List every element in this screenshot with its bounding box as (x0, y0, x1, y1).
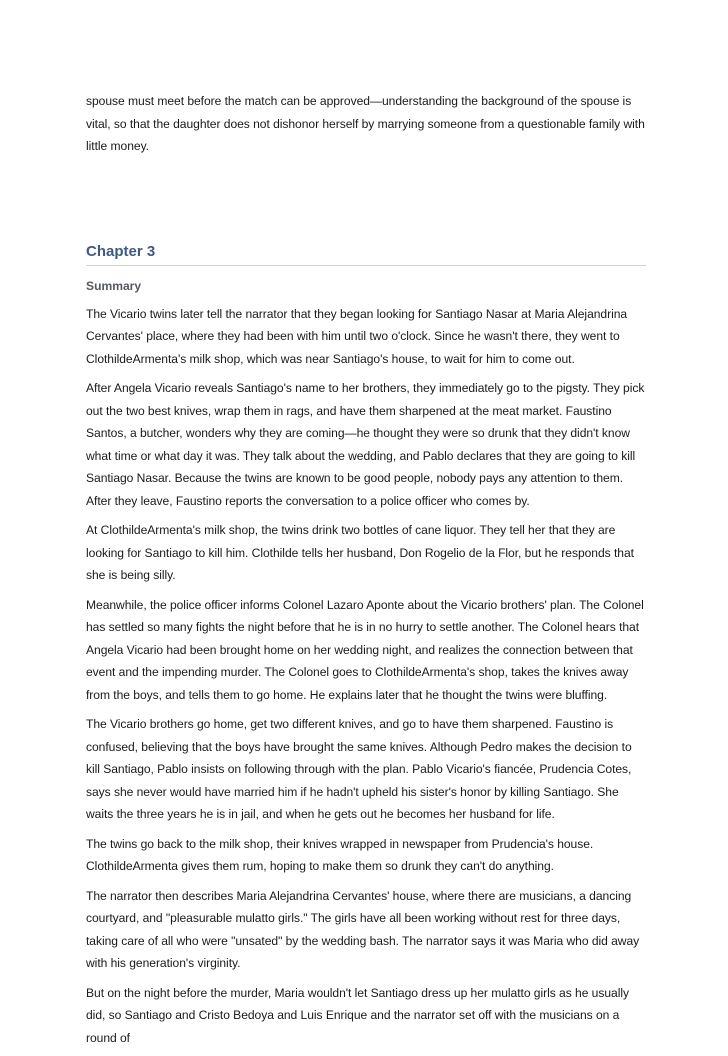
body-paragraph: The narrator then describes Maria Alejandrina Cervantes' house, where there are musicians, a dancing courtyard, and "pleasurable mulatto girls." The girls have all been working without rest for three days, taking care of all who were "unsated" by the wedding bash. The narrator says it was Maria who did away with his generation's virginity. (86, 888, 640, 970)
chapter-title: Chapter 3 (86, 243, 646, 266)
section-title: Summary (86, 278, 142, 293)
body-paragraph: Meanwhile, the police officer informs Colonel Lazaro Aponte about the Vicario brothers' plan. The Colonel has settled so many fights the night before that he is in no hurry to settle another. The Colonel hears that Angela Vicario had been brought home on her wedding night, and realizes the connection between that event and the impending murder. The Colonel goes to ClothildeArmenta's shop, takes the knives away from the boys, and tells them to go home. He explains later that he thought the twins were bluffing. (86, 597, 644, 702)
body-paragraph: At ClothildeArmenta's milk shop, the twins drink two bottles of cane liquor. They tell her that they are looking for Santiago to kill him. Clothilde tells her husband, Don Rogelio de la Flor, but he responds that she is being silly. (86, 523, 634, 582)
document-page (86, 90, 646, 1056)
body-paragraph: The twins go back to the milk shop, their knives wrapped in newspaper from Prudencia's house. ClothildeArmenta gives them rum, hoping to make them so drunk they can't do anything. (86, 836, 594, 873)
body-paragraph: The Vicario twins later tell the narrator that they began looking for Santiago Nasar at Maria Alejandrina Cervantes' place, where they had been with him until two o'clock. Since he wasn't there, they went to ClothildeArmenta's milk shop, which was near Santiago's house, to wait for him to come out. (86, 306, 628, 366)
body-paragraph: After Angela Vicario reveals Santiago's name to her brothers, they immediately go to the pigsty. They pick out the two best knives, wrap them in rags, and have them sharpened at the meat market. Faustino Santos, a butcher, wonders why they are coming—he thought they were so drunk that they didn't know what time or what day it was. They talk about the wedding, and Pablo declares that they are going to kill Santiago Nasar. Because the twins are known to be good people, nobody pays any attention to them. After they leave, Faustino reports the conversation to a police officer who comes by. (86, 381, 645, 508)
intro-paragraph: spouse must meet before the match can be approved—understanding the background of the spouse is vital, so that the daughter does not dishonor herself by marrying someone from a questionable family with little money. (86, 94, 645, 153)
body-paragraph: But on the night before the murder, Maria wouldn't let Santiago dress up her mulatto girls as he usually did, so Santiago and Cristo Bedoya and Luis Enrique and the narrator set off with the musicians on a round of (86, 985, 629, 1045)
body-paragraph: The Vicario brothers go home, get two different knives, and go to have them sharpened. Faustino is confused, believing that the boys have brought the same knives. Although Pedro makes the decision to kill Santiago, Pablo insists on following through with the plan. Pablo Vicario's fiancée, Prudencia Cotes, says she never would have married him if he hadn't upheld his sister's honor by killing Santiago. She waits the three years he is in jail, and when he gets out he becomes her husband for life. (86, 717, 632, 821)
